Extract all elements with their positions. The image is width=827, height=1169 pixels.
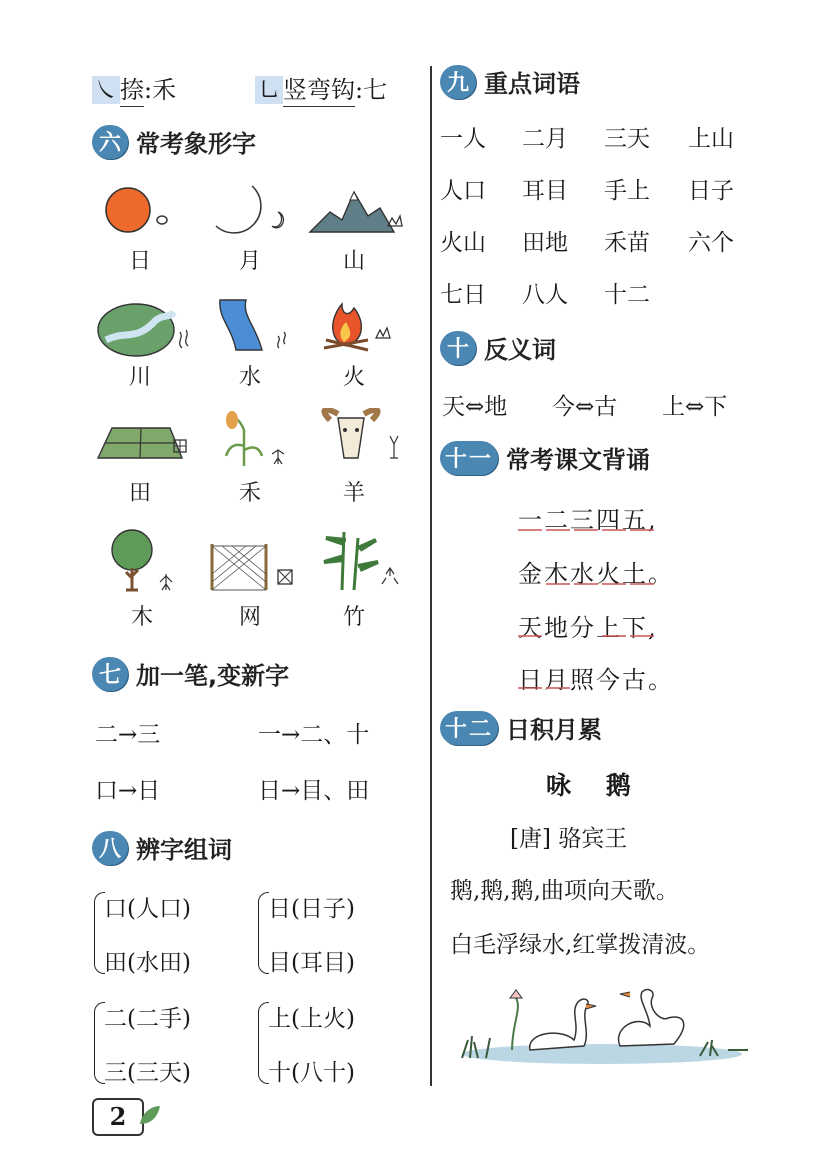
poem-line: 白毛浮绿水,红掌拨清波。 (450, 932, 711, 958)
word-pair-item: 目(耳目) (268, 950, 355, 976)
section-11-header (440, 440, 650, 475)
key-word: 上山 (688, 126, 734, 152)
section-number-badge: 九 (440, 65, 476, 99)
section-title: 常考课文背诵 (506, 446, 650, 474)
word-pair-item: 三(三天) (104, 1060, 191, 1086)
section-number-badge: 十 (440, 331, 476, 365)
pictograph-char: 网 (238, 605, 261, 630)
stroke-example-char: 七 (363, 76, 388, 104)
word-pair-item: 十(八十) (268, 1060, 355, 1086)
word-pair-item: 口(人口) (104, 896, 191, 922)
key-word: 禾苗 (604, 230, 650, 256)
water-icon (212, 296, 297, 358)
pictograph-char: 田 (128, 481, 151, 506)
section-number-badge: 七 (92, 657, 128, 691)
key-word: 日子 (688, 178, 734, 204)
antonym-pair: 天⇔地 (442, 394, 508, 420)
recitation-line: 天地分上下, (518, 614, 658, 642)
key-word: 十二 (604, 282, 650, 308)
stroke-example-2: ㇟竖弯钩:七 (255, 70, 387, 105)
add-stroke-item: 口→日 (95, 778, 161, 804)
recitation-line: 日月照今古。 (518, 666, 674, 694)
section-number-badge: 十二 (440, 711, 498, 745)
key-word: 三天 (604, 126, 650, 152)
pictograph-char: 月 (238, 249, 261, 274)
pictograph-char: 木 (130, 605, 153, 630)
pictograph-char: 水 (238, 365, 261, 390)
antonym-pair: 上⇔下 (662, 394, 728, 420)
poem-title: 咏 鹅 (546, 771, 631, 800)
moon-icon (212, 182, 292, 242)
key-word: 八人 (522, 282, 568, 308)
section-title: 加一笔,变新字 (136, 662, 290, 690)
key-word: 人口 (440, 178, 486, 204)
pictograph-char: 羊 (342, 481, 365, 506)
tree-icon (106, 528, 186, 594)
word-pair-item: 上(上火) (268, 1006, 355, 1032)
add-stroke-item: 日→目、田 (258, 778, 370, 804)
section-number-badge: 六 (92, 125, 128, 159)
field-icon (92, 420, 192, 470)
stroke-name: 捺 (120, 76, 144, 107)
mountain-icon (308, 186, 403, 238)
word-pair-item: 田(水田) (104, 950, 191, 976)
antonym-pair: 今⇔古 (552, 394, 618, 420)
key-word: 二月 (522, 126, 568, 152)
poem-line: 鹅,鹅,鹅,曲项向天歌。 (450, 878, 679, 904)
section-title: 辨字组词 (136, 836, 232, 864)
section-title: 反义词 (484, 336, 556, 364)
add-stroke-item: 一→二、十 (258, 722, 370, 748)
column-divider (430, 66, 432, 1086)
stroke-glyph: ㇟ (257, 76, 281, 104)
geese-illustration (452, 988, 752, 1068)
sheep-icon (318, 408, 408, 468)
section-title: 常考象形字 (136, 130, 256, 158)
section-12-header (440, 710, 602, 745)
recitation-line: 一二三四五, (518, 506, 658, 534)
pictograph-char: 火 (342, 365, 365, 390)
recitation-underlines (516, 528, 676, 698)
word-pair-item: 日(日子) (268, 896, 355, 922)
river-icon (96, 300, 191, 360)
key-word: 火山 (440, 230, 486, 256)
section-10-header (440, 330, 556, 365)
grain-icon (214, 410, 294, 468)
add-stroke-item: 二→三 (95, 722, 161, 748)
sun-icon (100, 182, 180, 242)
key-word: 六个 (688, 230, 734, 256)
key-word: 田地 (522, 230, 568, 256)
pictograph-char: 竹 (342, 605, 365, 630)
key-word: 手上 (604, 178, 650, 204)
section-title: 重点词语 (484, 70, 580, 98)
section-number-badge: 十一 (440, 441, 498, 475)
key-word: 七日 (440, 282, 486, 308)
section-9-header (440, 64, 580, 99)
pictograph-char: 山 (342, 249, 365, 274)
fire-icon (320, 296, 400, 354)
page-number: 2 (92, 1098, 144, 1136)
stroke-name: 竖弯钩 (283, 76, 355, 107)
word-pair-item: 二(二手) (104, 1006, 191, 1032)
section-6-header (92, 124, 256, 159)
section-number-badge: 八 (92, 831, 128, 865)
section-7-header (92, 656, 289, 691)
pictograph-char: 禾 (238, 481, 261, 506)
pictograph-char: 日 (128, 249, 151, 274)
stroke-example-1: ㇏捺:禾 (92, 70, 176, 105)
leaf-icon (138, 1104, 162, 1128)
pictograph-char: 川 (128, 365, 151, 390)
section-title: 日积月累 (506, 716, 602, 744)
net-icon (206, 538, 300, 594)
section-8-header (92, 830, 232, 865)
bamboo-icon (318, 526, 404, 592)
poem-author: [唐] 骆宾王 (510, 826, 628, 852)
recitation-line: 金木水火土。 (518, 560, 674, 588)
key-word: 耳目 (522, 178, 568, 204)
stroke-example-char: 禾 (152, 76, 177, 104)
key-word: 一人 (440, 126, 486, 152)
stroke-glyph: ㇏ (94, 76, 118, 104)
